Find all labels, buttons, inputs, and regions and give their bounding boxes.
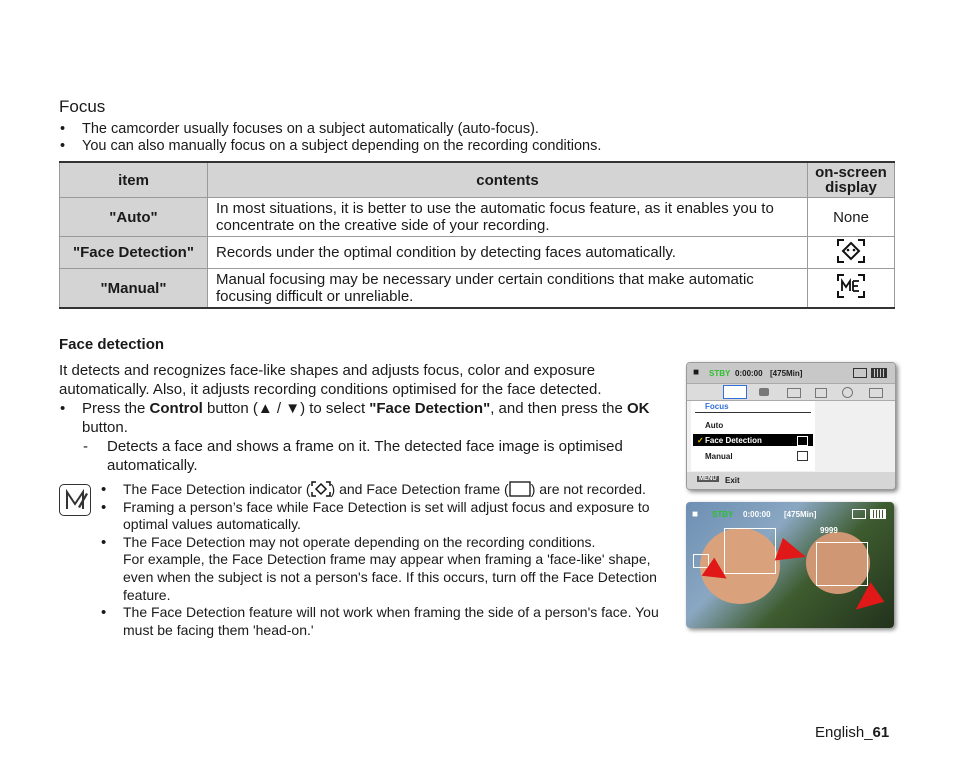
face-detection-icon [797,436,808,446]
row-display: None [808,198,895,237]
row-item: "Face Detection" [60,237,208,269]
table-row [60,269,895,309]
face-detection-indicator-icon [311,481,331,497]
menu-tab-icon[interactable] [815,388,827,398]
status-text: STBY [712,510,734,519]
battery-icon [871,368,887,378]
row-contents: In most situations, it is better to use the automatic focus feature, as it enables you to concentrate on the creative side of your recording. [208,198,808,237]
row-display [808,237,895,269]
menu-option-manual[interactable]: Manual [705,452,733,461]
step-text: • Press the Control button (▲ / ▼) to select "Face Detection", and then press the OK button. [59,399,659,437]
menu-screen [686,362,896,490]
row-item: "Auto" [60,198,208,237]
menu-tab-icon[interactable] [842,387,853,398]
menu-tabs [687,383,895,401]
manual-focus-icon [797,451,808,461]
note-item: • The Face Detection feature will not work when framing the side of a person's face. You must be facing them 'head-on.' [101,604,676,639]
note-item: • Framing a person’s face while Face Detection is set will adjust focus and exposure to optimal values automatically. [101,499,676,534]
card-icon [852,509,866,519]
camera-mode-icon: ■ [692,509,699,520]
menu-title: Focus [705,402,729,411]
row-display [808,269,895,309]
face-detection-indicator-icon [693,554,709,568]
menu-button-label[interactable]: MENU [699,476,717,482]
header-contents: contents [208,162,808,198]
menu-divider [695,412,811,413]
face-detection-frame [724,528,776,574]
time-text: 0:00:00 [735,369,763,378]
focus-menu-pane [691,401,815,471]
row-contents: Records under the optimal condition by detecting faces automatically. [208,237,808,269]
remaining-text: [475Min] [784,510,817,519]
table-row [60,198,895,237]
sub-step-text: - Detects a face and shows a frame on it. The detected face image is optimised automatically. [83,438,623,474]
face-detection-frame [816,542,868,586]
face-detection-body [59,361,659,475]
count-text: 9999 [820,526,838,535]
note-item: • The Face Detection indicator ( ) and Face Detection frame ( ) are not recorded. [101,481,676,499]
face-detection-screen [686,502,894,628]
battery-icon [870,509,886,519]
row-contents: Manual focusing may be necessary under certain conditions that make automatic focusing difficult or unreliable. [208,269,808,309]
menu-option-auto[interactable]: Auto [705,421,724,430]
focus-bullets [59,121,899,155]
menu-tab-icon[interactable] [869,388,883,398]
camera-mode-icon: ■ [693,367,700,378]
note-icon [59,484,91,516]
menu-bottom-bar [687,472,895,489]
table-header-row [60,162,895,198]
bullet-item: • The camcorder usually focuses on a subject automatically (auto-focus). [59,121,899,138]
notes-list [101,481,676,639]
row-item: "Manual" [60,269,208,309]
face-detection-icon [837,239,865,263]
face-detection-heading: Face detection [59,336,165,353]
bullet-item: • You can also manually focus on a subject depending on the recording conditions. [59,138,899,155]
remaining-text: [475Min] [770,369,803,378]
status-bar [687,363,895,383]
section-title: Focus [59,97,106,116]
check-icon: ✓ [697,436,704,445]
time-text: 0:00:00 [743,510,771,519]
face-detection-frame-icon [509,481,531,497]
note-item: • The Face Detection may not operate depending on the recording conditions. For example, the Face Detection frame may appear when framing a 'face-like' shape, even when the subject is not a person's face. If this occurs, turn off the Face Detection feature. [101,534,676,604]
exit-label[interactable]: Exit [725,476,740,485]
status-text: STBY [709,369,731,378]
card-icon [853,368,867,378]
table-row [60,237,895,269]
page-footer: English_61 [815,724,890,741]
menu-option-face-detection[interactable]: Face Detection [705,436,762,445]
focus-tab-icon[interactable] [723,385,747,399]
header-display: on-screen display [808,162,895,198]
manual-focus-icon [837,274,865,298]
menu-tab-icon[interactable] [787,388,801,398]
focus-table [59,161,895,309]
intro-text: It detects and recognizes face-like shapes and adjusts focus, color and exposure automatically. Also, it adjusts recording conditions optimised for the face detected. [59,362,602,398]
header-item: item [60,162,208,198]
menu-tab-icon[interactable] [759,388,769,396]
